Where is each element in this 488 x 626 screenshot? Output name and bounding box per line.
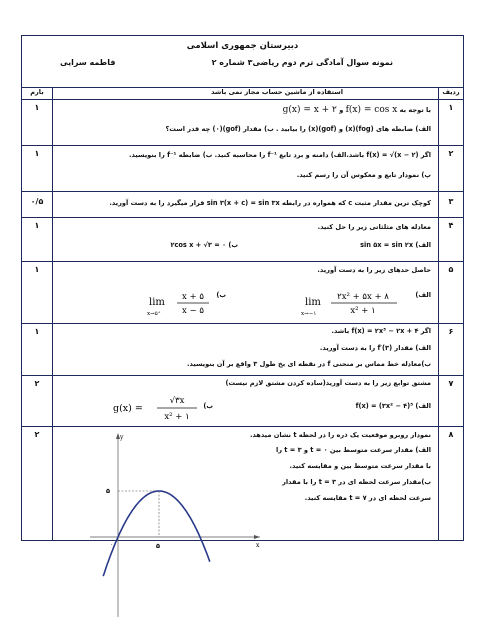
question-score: ۲ — [34, 430, 40, 439]
question-text: ب)مقدار سرعت لحظه ای در t = ۳ را با مقدار — [282, 478, 431, 486]
position-time-graph — [80, 427, 265, 622]
question-row-2 — [22, 145, 463, 192]
question-text: مشتق توابع زیر را به دست آورید(ساده کردن مشتق لازم نیست) — [225, 379, 431, 387]
y-tick-label: ۵ — [106, 487, 110, 495]
question-text: معادله های مثلثاتی زیر را حل کنید. — [317, 223, 431, 231]
y-axis-label: y — [120, 434, 124, 441]
school-name: دبیرستان جمهوری اسلامی — [186, 41, 299, 51]
question-score: ۱ — [34, 265, 40, 274]
question-text: الف) مقدار f′(۳) را به دست آورید. — [319, 344, 431, 352]
question-text: الف) ضابطه های (fog)(x) و (gof)(x) را بیابید . ب) مقدار (gof)(۰) چه قدر است؟ — [165, 125, 431, 133]
part-a: الف) sin ۵x = sin ۲x — [360, 241, 431, 249]
text-segment: با توجه به — [399, 106, 431, 114]
calculator-note: استفاده از ماشین حساب مجاز نمی باشد — [211, 88, 343, 96]
part-a-label: الف) — [415, 291, 431, 299]
question-text: ب)معادله خط مماس بر منحنی f در نقطه ای بخ طول ۳ واقع بر آن بنویسید. — [186, 360, 431, 368]
question-text: الف) مقدار سرعت متوسط بین t = ۰ و t = ۳ را — [275, 446, 431, 454]
question-number: ۵ — [448, 265, 454, 274]
fraction-numerator: x + ۵ — [182, 292, 204, 302]
question-row-4 — [22, 217, 463, 262]
question-text: اگر f(x) = √(x − ۲) باشد.الف) دامنه و برد تابع f⁻¹ را محاسبه کنید. ب) ضابطه f⁻¹ را بنویسید. — [128, 151, 431, 159]
lim-sub: x→−۱ — [301, 311, 317, 317]
formula-g: g(x) = x + ۲ — [282, 105, 337, 115]
score-column-label: بارم — [30, 88, 44, 96]
x-axis-label: x — [256, 542, 260, 549]
question-text: نمودار روبرو موقعیت یک ذره را در لحظه t نشان میدهد. — [249, 431, 431, 439]
fraction-denominator: x² + ۱ — [164, 412, 190, 422]
fraction-numerator: √۳x — [169, 396, 185, 406]
origin-label: ۰ — [110, 542, 113, 548]
question-text — [283, 105, 431, 115]
limit-a — [301, 275, 411, 319]
question-score: ۱ — [34, 149, 40, 158]
part-a: الف) f(x) = (۳x² − ۴)⁵ — [355, 402, 431, 410]
lim-word: lim — [149, 297, 165, 308]
question-row-6 — [22, 323, 463, 376]
question-row-7 — [22, 375, 463, 427]
question-text: سرعت لحظه ای در t = ۷ مقایسه کنید. — [304, 494, 431, 502]
question-row-1 — [22, 99, 463, 146]
part-b: ب) ۲cos x + √۳ = ۰ — [170, 241, 238, 249]
exam-header — [22, 36, 463, 88]
lim-sub: x→۵⁺ — [147, 311, 161, 317]
question-text: پ) نمودار تابع و معکوس آن را رسم کنید. — [296, 171, 431, 179]
question-number: ۲ — [448, 149, 454, 158]
question-text: حاصل حدهای زیر را به دست آورید. — [317, 266, 431, 274]
question-score: ۰/۵ — [30, 197, 44, 206]
row-column-label: ردیف — [442, 88, 460, 96]
question-score: ۲ — [34, 379, 40, 388]
question-number: ۸ — [448, 430, 454, 439]
fraction-lhs: g(x) = — [113, 403, 143, 414]
question-text: اگر f(x) = ۲x³ − ۲x + ۴ باشد. — [331, 327, 431, 335]
question-number: ۷ — [448, 379, 454, 388]
formula-f: f(x) = cos x — [345, 105, 398, 115]
question-score: ۱ — [34, 103, 40, 112]
question-row-3 — [22, 191, 463, 218]
parabola-curve — [103, 491, 210, 576]
fraction-denominator: x² + ۱ — [350, 306, 376, 316]
part-b-label: ب) — [216, 291, 226, 299]
question-text: با مقدار سرعت متوسط بین و مقایسه کنید. — [289, 462, 431, 470]
author-name: فاطمه سرایی — [60, 58, 116, 67]
fraction-numerator: ۲x² + ۵x + ۸ — [337, 292, 389, 302]
limit-b — [147, 275, 213, 319]
question-score: ۱ — [34, 221, 40, 230]
x-tick-label: ۵ — [156, 542, 160, 550]
fraction-denominator: x − ۵ — [182, 306, 204, 316]
question-number: ۱ — [448, 103, 454, 112]
question-score: ۱ — [34, 327, 40, 336]
question-number: ۳ — [448, 197, 454, 206]
derivative-fraction — [113, 389, 201, 425]
text-segment: و — [339, 106, 344, 114]
lim-word: lim — [305, 297, 321, 308]
question-row-5 — [22, 261, 463, 324]
question-number: ۶ — [448, 327, 454, 336]
exam-title: نمونه سوال آمادگی ترم دوم ریاضی۳ شماره ۲ — [211, 58, 393, 67]
question-number: ۴ — [448, 221, 454, 230]
question-text: کوچک ترین مقدار مثبت c که همواره در رابطه sin ۳(x + c) = sin ۳x قرار میگیرد را به دست آورید. — [109, 199, 431, 207]
part-b-label: ب) — [203, 402, 213, 410]
x-axis-arrow — [254, 535, 260, 539]
